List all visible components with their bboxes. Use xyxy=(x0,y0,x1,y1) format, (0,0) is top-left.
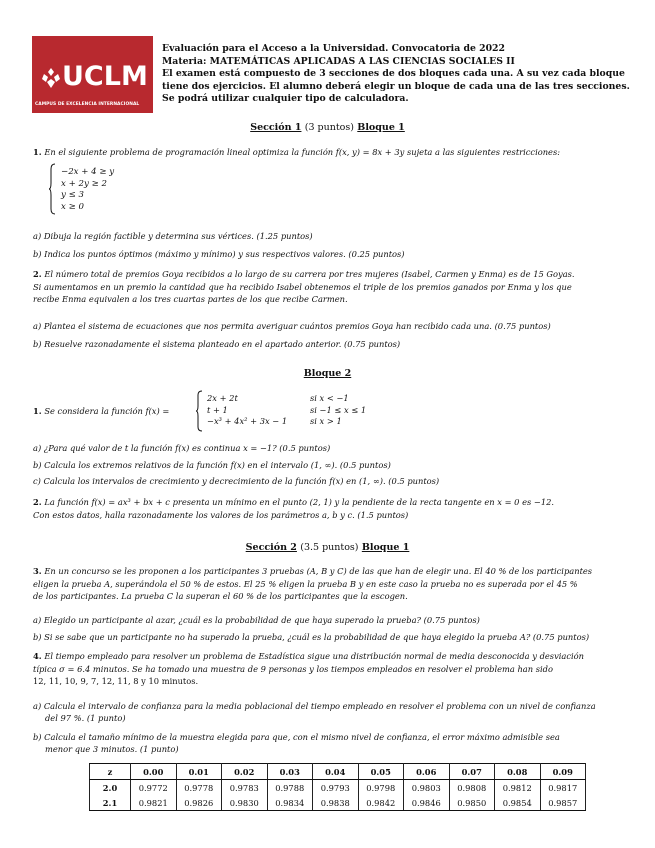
case-3-cond: si x > 1 xyxy=(310,416,342,426)
table-header-cell: 0.03 xyxy=(267,764,313,780)
table-cell: 0.9783 xyxy=(222,780,268,796)
table-cell: 0.9838 xyxy=(313,795,359,811)
part-a-line-2: del 97 %. (1 punto) xyxy=(45,713,126,723)
header-line-2: Materia: MATEMÁTICAS APLICADAS A LAS CIENCIAS SOCIALES II xyxy=(162,55,515,67)
exercise-line-3: de los participantes. La prueba C la superan el 60 % de los participantes que la escogen. xyxy=(33,591,408,601)
section-2-points: (3.5 puntos) xyxy=(300,542,359,553)
uclm-logo xyxy=(32,36,153,113)
table-cell: 0.9842 xyxy=(358,795,404,811)
table-cell: 0.9821 xyxy=(131,795,177,811)
section-2-title xyxy=(0,542,655,553)
case-2-cond: si −1 ≤ x ≤ 1 xyxy=(310,404,367,415)
table-header-cell: 0.02 xyxy=(222,764,268,780)
exercise-statement: Se considera la función f(x) = xyxy=(44,406,170,416)
table-cell: 0.9812 xyxy=(495,780,541,796)
case-1-expr: 2x + 2t xyxy=(207,393,238,403)
exercise-number: 2. xyxy=(33,497,42,507)
header-line-1: Evaluación para el Acceso a la Universidad. Convocatoria de 2022 xyxy=(162,43,505,54)
exercise-line-3: recibe Enma equivalen a los tres cuartas partes de los que recibe Carmen. xyxy=(33,294,348,304)
table-cell: 0.9854 xyxy=(495,795,541,811)
exercise-number: 2. xyxy=(33,269,42,279)
table-cell: 2.1 xyxy=(90,795,131,811)
header-line-4: tiene dos ejercicios. El alumno deberá elegir un bloque de cada una de las tres secciones. xyxy=(162,80,630,92)
exercise-2-1-part-b: b) Calcula los extremos relativos de la función f(x) en el intervalo (1, ∞). (0.5 puntos) xyxy=(33,460,391,470)
exercise-number: 3. xyxy=(33,566,42,576)
section-1-title xyxy=(0,122,655,133)
exercise-statement: En el siguiente problema de programación lineal optimiza la función f(x, y) = 8x + 3y sujeta a las siguientes restricciones: xyxy=(44,147,561,157)
exercise-number: 1. xyxy=(33,147,42,157)
exercise-2-1 xyxy=(33,405,203,418)
table-header-row xyxy=(90,764,586,780)
logo-tagline: CAMPUS DE EXCELENCIA INTERNACIONAL xyxy=(35,102,140,107)
exercise-line-1: La función f(x) = ax³ + bx + c presenta un mínimo en el punto (2, 1) y la pendiente de la recta tangente en x = 0 es −12. xyxy=(44,497,555,507)
piecewise-cases xyxy=(207,393,366,428)
header-line-5: Se podrá utilizar cualquier tipo de calculadora. xyxy=(162,93,409,104)
exercise-3-part-a: a) Elegido un participante al azar, ¿cuál es la probabilidad de que haya superado la prueba? (0.75 puntos) xyxy=(33,615,480,625)
exercise-1-1 xyxy=(33,146,633,159)
table-cell: 0.9793 xyxy=(313,780,359,796)
constraint-4: x ≥ 0 xyxy=(61,201,84,212)
exam-header xyxy=(162,43,640,106)
table-header-cell: z xyxy=(90,764,131,780)
section-2-label: Sección 2 xyxy=(245,542,297,553)
logo-name: UCLM xyxy=(62,61,148,92)
table-cell: 0.9772 xyxy=(131,780,177,796)
exercise-number: 4. xyxy=(33,651,42,661)
uclm-emblem-icon xyxy=(40,66,62,90)
header-line-3: El examen está compuesto de 3 secciones de dos bloques cada una. A su vez cada bloque xyxy=(162,68,625,79)
table-cell: 0.9798 xyxy=(358,780,404,796)
exercise-line-1: El tiempo empleado para resolver un problema de Estadística sigue una distribución normal de media desconocida y desviación xyxy=(44,651,584,661)
exercise-3-part-b: b) Si se sabe que un participante no ha superado la prueba, ¿cuál es la probabilidad de que haya elegido la prueba A? (0.75 puntos) xyxy=(33,632,590,642)
table-header-cell: 0.01 xyxy=(176,764,222,780)
part-b-line-2: menor que 3 minutos. (1 punto) xyxy=(45,744,179,754)
case-1-cond: si x < −1 xyxy=(310,393,349,403)
part-b-line-1: b) Calcula el tamaño mínimo de la muestra elegida para que, con el mismo nivel de confianza, el error máximo admisible sea xyxy=(33,732,560,742)
exercise-2-1-part-a: a) ¿Para qué valor de t la función f(x) es continua x = −1? (0.5 puntos) xyxy=(33,443,331,453)
table-cell: 0.9778 xyxy=(176,780,222,796)
table-header-cell: 0.06 xyxy=(404,764,450,780)
piecewise-brace xyxy=(195,390,203,436)
table-cell: 0.9850 xyxy=(449,795,495,811)
exercise-2-1-part-c: c) Calcula los intervalos de crecimiento y decrecimiento de la función f(x) en (1, ∞). (0.5 puntos) xyxy=(33,476,440,486)
exercise-number: 1. xyxy=(33,406,42,416)
table-cell: 0.9788 xyxy=(267,780,313,796)
case-2-expr: t + 1 xyxy=(207,404,228,415)
section-1-block-2: Bloque 2 xyxy=(303,368,352,379)
table-row xyxy=(90,780,586,796)
table-cell: 0.9803 xyxy=(404,780,450,796)
table-header-cell: 0.05 xyxy=(358,764,404,780)
section-2-block-1: Bloque 1 xyxy=(361,542,410,553)
exercise-1-1-part-b: b) Indica los puntos óptimos (máximo y mínimo) y sus respectivos valores. (0.25 puntos) xyxy=(33,249,405,259)
table-cell: 0.9857 xyxy=(540,795,586,811)
table-header-cell: 0.07 xyxy=(449,764,495,780)
constraint-1: −2x + 4 ≥ y xyxy=(61,167,115,177)
exercise-4-part-b xyxy=(33,731,633,755)
exercise-1-2 xyxy=(33,268,633,306)
table-cell: 0.9830 xyxy=(222,795,268,811)
section-1-block-1: Bloque 1 xyxy=(357,122,405,133)
table-cell: 0.9834 xyxy=(267,795,313,811)
section-1-points: (3 puntos) xyxy=(304,122,354,133)
table-cell: 2.0 xyxy=(90,780,131,796)
table-header-cell: 0.04 xyxy=(313,764,359,780)
table-cell: 0.9817 xyxy=(540,780,586,796)
table-header-cell: 0.08 xyxy=(495,764,541,780)
exercise-3 xyxy=(33,565,633,603)
table-header-cell: 0.00 xyxy=(131,764,177,780)
table-cell: 0.9826 xyxy=(176,795,222,811)
exercise-2-2 xyxy=(33,496,633,521)
exercise-line-2: eligen la prueba A, superándola el 50 % de estos. El 25 % eligen la prueba B y en este caso la prueba no es superada por el 45 % xyxy=(33,578,578,589)
exercise-1-2-part-a: a) Plantea el sistema de ecuaciones que nos permita averiguar cuántos premios Goya han recibido cada una. (0.75 puntos) xyxy=(33,321,551,331)
exercise-line-2: típica σ = 6.4 minutos. Se ha tomado una muestra de 9 personas y los tiempos empleados en resolver el problema han sido xyxy=(33,663,553,674)
exercise-line-1: En un concurso se les proponen a los participantes 3 pruebas (A, B y C) de las que han de elegir una. El 40 % de los participantes xyxy=(44,566,593,576)
exercise-4-part-a xyxy=(33,700,633,724)
part-a-line-1: a) Calcula el intervalo de confianza para la media poblacional del tiempo empleado en resolver el problema con un nivel de confianza xyxy=(33,701,596,711)
section-1-block-2-title xyxy=(0,368,655,379)
system-brace xyxy=(48,163,56,219)
section-1-label: Sección 1 xyxy=(250,122,302,133)
exercise-1-2-part-b: b) Resuelve razonadamente el sistema planteado en el apartado anterior. (0.75 puntos) xyxy=(33,339,401,349)
constraint-2: x + 2y ≥ 2 xyxy=(61,178,107,189)
table-header-cell: 0.09 xyxy=(540,764,586,780)
exercise-line-2: Si aumentamos en un premio la cantidad que ha recibido Isabel obtenemos el triple de los premios ganados por Enma y los que xyxy=(33,281,572,292)
exercise-1-1-part-a: a) Dibuja la región factible y determina sus vértices. (1.25 puntos) xyxy=(33,231,313,241)
exercise-line-3: 12, 11, 10, 9, 7, 12, 11, 8 y 10 minutos. xyxy=(33,676,199,686)
constraint-3: y ≤ 3 xyxy=(61,190,84,200)
exercise-line-2: Con estos datos, halla razonadamente los valores de los parámetros a, b y c. (1.5 puntos) xyxy=(33,509,409,520)
exercise-4 xyxy=(33,650,633,688)
normal-distribution-table xyxy=(89,763,586,811)
table-cell: 0.9846 xyxy=(404,795,450,811)
table-cell: 0.9808 xyxy=(449,780,495,796)
case-3-expr: −x³ + 4x² + 3x − 1 xyxy=(207,416,288,426)
table-row xyxy=(90,795,586,811)
constraint-system xyxy=(61,167,114,213)
exercise-line-1: El número total de premios Goya recibidos a lo largo de su carrera por tres mujeres (Isabel, Carmen y Enma) es de 15 Goyas. xyxy=(44,269,575,279)
